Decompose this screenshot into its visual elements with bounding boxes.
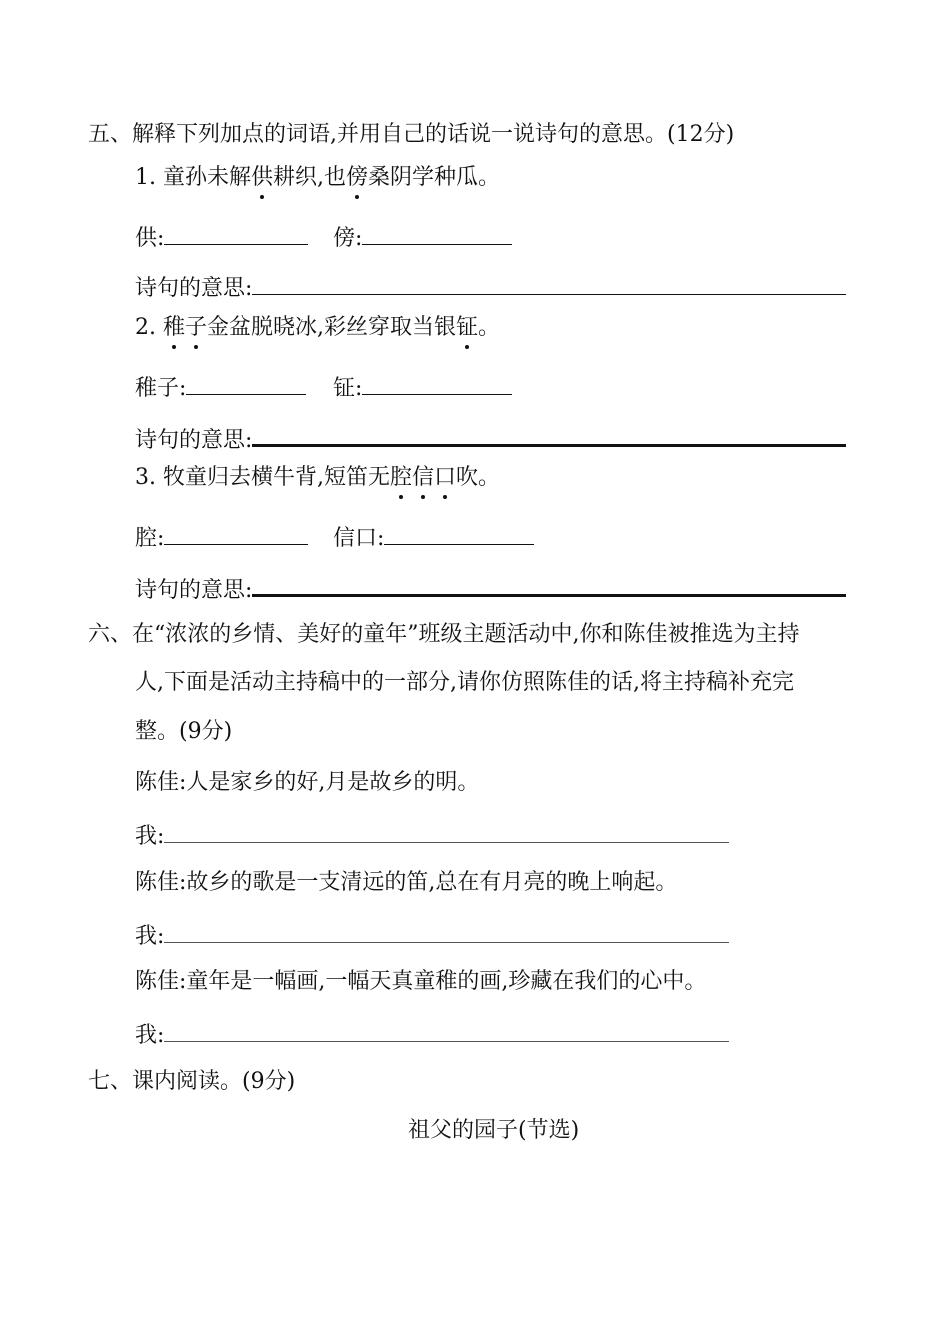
poem-text: 1. 童孙未解	[135, 165, 251, 190]
poem-text: 2.	[135, 315, 163, 340]
word-label: 稚子:	[135, 376, 187, 401]
word-label: 供:	[135, 226, 165, 251]
me-label: 我:	[135, 1023, 165, 1048]
answer-blank[interactable]	[164, 1017, 729, 1042]
word-answer-row-1	[135, 220, 308, 254]
meaning-row-1	[135, 270, 846, 304]
meaning-label: 诗句的意思:	[135, 578, 253, 603]
me-label: 我:	[135, 924, 165, 949]
section7-title: 七、课内阅读。(9分)	[88, 1069, 296, 1094]
answer-blank[interactable]	[362, 370, 512, 395]
poem-text: 耕织,也	[273, 165, 346, 190]
word-answer-row-2b	[333, 370, 512, 404]
poem-line-1	[135, 163, 500, 193]
dialogue-chenjia-3: 陈佳:童年是一幅画,一幅天真童稚的画,珍藏在我们的心中。	[135, 969, 707, 994]
answer-blank[interactable]	[164, 818, 729, 843]
poem-line-2	[135, 313, 500, 343]
section5-title: 五、解释下列加点的词语,并用自己的话说一说诗句的意思。(12分)	[88, 122, 735, 147]
word-answer-row-3b	[333, 520, 534, 554]
word-answer-row-1b	[333, 220, 512, 254]
word-answer-row-2	[135, 370, 306, 404]
passage-title: 祖父的园子(节选)	[408, 1118, 580, 1143]
word-label: 信口:	[333, 526, 385, 551]
dotted-word: 腔	[390, 463, 412, 493]
answer-blank[interactable]	[164, 220, 308, 245]
word-label: 傍:	[333, 226, 363, 251]
dotted-word: 钲	[456, 313, 478, 343]
poem-text: 3. 牧童归去横牛背,短笛无	[135, 465, 390, 490]
meaning-label: 诗句的意思:	[135, 276, 253, 301]
answer-blank[interactable]	[362, 220, 512, 245]
poem-text: 金盆脱晓冰,彩丝穿取当银	[207, 315, 457, 340]
meaning-blank[interactable]	[252, 270, 846, 295]
word-label: 腔:	[135, 526, 165, 551]
word-label: 钲:	[333, 376, 363, 401]
dotted-word: 子	[185, 313, 207, 343]
dotted-word: 信	[412, 463, 434, 493]
answer-blank[interactable]	[384, 520, 534, 545]
dialogue-chenjia-2: 陈佳:故乡的歌是一支清远的笛,总在有月亮的晚上响起。	[135, 870, 678, 895]
dotted-word: 傍	[346, 163, 368, 193]
word-answer-row-3	[135, 520, 308, 554]
answer-blank[interactable]	[164, 520, 308, 545]
section6-title-line2: 人,下面是活动主持稿中的一部分,请你仿照陈佳的话,将主持稿补充完	[135, 670, 794, 695]
meaning-row-2	[135, 420, 846, 456]
meaning-blank[interactable]	[252, 570, 846, 597]
answer-blank[interactable]	[164, 918, 729, 943]
meaning-row-3	[135, 570, 846, 606]
dotted-word: 口	[434, 463, 456, 493]
poem-line-3	[135, 463, 500, 493]
dialogue-me-row-3	[135, 1017, 729, 1051]
dialogue-chenjia-1: 陈佳:人是家乡的好,月是故乡的明。	[135, 770, 480, 795]
poem-text: 吹。	[456, 465, 501, 490]
section6-title-line3: 整。(9分)	[135, 719, 233, 744]
section6-title-line1: 六、在“浓浓的乡情、美好的童年”班级主题活动中,你和陈佳被推选为主持	[88, 622, 800, 647]
dotted-word: 供	[251, 163, 273, 193]
dotted-word: 稚	[163, 313, 185, 343]
meaning-label: 诗句的意思:	[135, 428, 253, 453]
poem-text: 桑阴学种瓜。	[368, 165, 501, 190]
dialogue-me-row-1	[135, 818, 729, 852]
answer-blank[interactable]	[186, 370, 306, 395]
meaning-blank[interactable]	[252, 420, 846, 447]
me-label: 我:	[135, 824, 165, 849]
dialogue-me-row-2	[135, 918, 729, 952]
poem-text: 。	[478, 315, 501, 340]
